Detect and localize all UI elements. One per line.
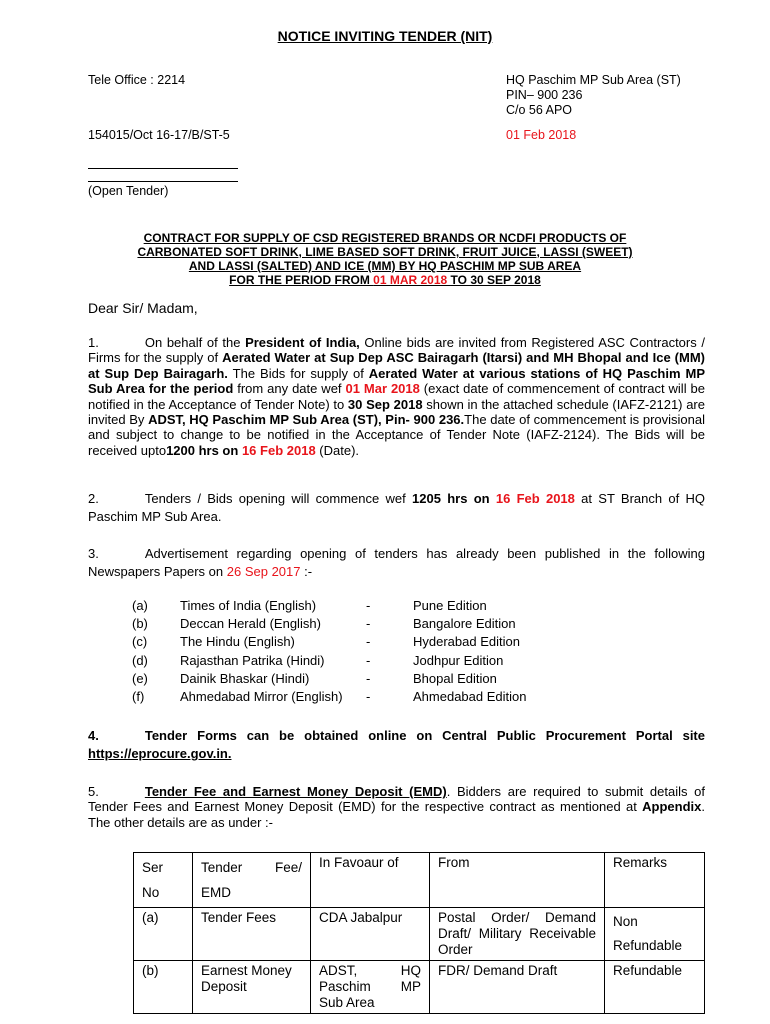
blank-line [88, 168, 238, 169]
address-line: PIN– 900 236 [506, 88, 583, 102]
tele-office: Tele Office : 2214 [88, 73, 186, 87]
column-header: Remarks [605, 853, 705, 908]
table-cell: Tender Fees [193, 908, 311, 961]
table-cell: Refundable [605, 961, 705, 1014]
table-row [134, 961, 705, 1014]
table-cell: (b) [134, 961, 193, 1014]
section-heading: Tender Fee and Earnest Money Deposit (EMD) [144, 784, 447, 799]
subject-line: CONTRACT FOR SUPPLY OF CSD REGISTERED BRANDS OR NCDFI PRODUCTS OF [143, 231, 627, 245]
paragraph-1: 1. On behalf of the President of India, Online bids are invited from Registered ASC Contractors / Firms for the supply of Aerated Water at Sup Dep ASC Bairagarh (Itarsi) and MH Bhopal and Ice (MM) at Sup Dep Bairagarh. The Bids for supply of Aerated Water at various stations of HQ Paschim MP Sub Area for the period from any date wef 01 Mar 2018 (exact date of commencement of contract will be notified in the Acceptance of Tender Note) to 30 Sep 2018 shown in the attached schedule (IAFZ-2121) are invited By ADST, HQ Paschim MP Sub Area (ST), Pin- 900 236.The date of commencement is provisional and subject to change to be notified in the Acceptance of Tender Note (IAFZ-2124). The Bids will be received upto1200 hrs on 16 Feb 2018 (Date). [88, 335, 706, 458]
column-header: From [430, 853, 605, 908]
tender-notice-page: NOTICE INVITING TENDER (NIT) Tele Office : 2214 HQ Paschim MP Sub Area (ST) PIN– 900 236 C/o 56 APO 154015/Oct 16-17/B/ST-5 01 Feb 2018 (Open Tender) CONTRACT FOR SUPPLY OF CSD REGISTERED BRANDS OR NCDFI PRODUCTS OF CARBONATED SOFT DRINK, LIME BASED SOFT DRINK, FRUIT JUICE, LASSI (SWEET) AND LASSI (SALTED) AND ICE (MM) BY HQ PASCHIM MP SUB AREA FOR THE PERIOD FROM 01 MAR 2018 TO 30 SEP 2018 Dear Sir/ Madam, 1. On behalf of the President of India, Online bids are invited from Registered ASC Contractors / Firms for the supply of Aerated Water at Sup Dep ASC Bairagarh (Itarsi) and MH Bhopal and Ice (MM) at Sup Dep Bairagarh. The Bids for supply of Aerated Water at various stations of HQ Paschim MP Sub Area for the period from any date wef 01 Mar 2018 (exact date of commencement of contract will be notified in the Acceptance of Tender Note) to 30 Sep 2018 shown in the attached schedule (IAFZ-2121) are invited By ADST, HQ Paschim MP Sub Area (ST), Pin- 900 236.The date of commencement is provisional and subject to change to be notified in the Acceptance of Tender Note (IAFZ-2124). The Bids will be received upto1200 hrs on 16 Feb 2018 (Date). 2. Tenders / Bids opening will commence wef 1205 hrs on 16 Feb 2018 at ST Branch of HQ Paschim MP Sub Area. 3. Advertisement regarding opening of tenders has already been published in the following Newspapers Papers on 26 Sep 2017 :- (a) Times of India (English) - Pune Edition (b) Deccan Herald (English) - Bangalore Edition (c) The Hindu (English) - Hyderabad Edition (d) Rajasthan Patrika (Hindi) - Jodhpur Edition (e) Dainik Bhaskar (Hindi) - Bhopal Edition (f) Ahmedabad Mirror (English) - Ahmedabad Edition 4. Tender Forms can be obtained online on Central Public Procurement Portal site https://eprocure.gov.in. 5. Tender Fee and Earnest Money Deposit (EMD). Bidders are required to submit details of Tender Fees and Earnest Money Deposit (EMD) for the respective contract as mentioned at Appendix. The other details are as under :- Ser No Tender Fee/ EMD In Favoaur of From Remarks (a) Tender Fees CDA Jabalpur Postal Order/ Demand Draft/ Military Receivable Order Non Refundable (b) Earnest Money Deposit ADST, HQ Paschim MP Sub Area FDR/ Demand Draft Refundable [0, 0, 770, 1024]
fee-table [133, 852, 705, 1014]
commencement-date: 01 Mar 2018 [345, 381, 420, 397]
advertisement-date: 26 Sep 2017 [226, 564, 301, 579]
table-cell: CDA Jabalpur [311, 908, 430, 961]
period-start-date: 01 MAR 2018 [373, 273, 451, 287]
column-header: In Favoaur of [311, 853, 430, 908]
table-row [134, 908, 705, 961]
table-cell: (a) [134, 908, 193, 961]
address-line: C/o 56 APO [506, 103, 573, 117]
table-cell: FDR/ Demand Draft [430, 961, 605, 1014]
table-cell: Postal Order/ Demand Draft/ Military Receivable Order [430, 908, 605, 961]
salutation: Dear Sir/ Madam, [88, 300, 198, 316]
table-header-row [134, 853, 705, 908]
paragraph-5: 5. Tender Fee and Earnest Money Deposit (EMD). Bidders are required to submit details of Tender Fees and Earnest Money Deposit (EMD) for the respective contract as mentioned at Appendix. The other details are as under :- [88, 784, 705, 830]
bid-deadline-date: 16 Feb 2018 [241, 442, 316, 458]
column-header: Ser No [134, 853, 193, 908]
paragraph-3: 3. Advertisement regarding opening of tenders has already been published in the following Newspapers Papers on 26 Sep 2017 :- [88, 546, 705, 579]
table-cell: ADST, HQ Paschim MP Sub Area [311, 961, 430, 1014]
blank-line [88, 181, 238, 182]
subject-line: FOR THE PERIOD FROM 01 MAR 2018 TO 30 SEP 2018 [229, 273, 541, 287]
letter-date: 01 Feb 2018 [506, 128, 577, 142]
subject-heading [60, 231, 710, 287]
paragraph-4: 4. Tender Forms can be obtained online on Central Public Procurement Portal site https://eprocure.gov.in. [88, 728, 705, 761]
opening-date: 16 Feb 2018 [495, 491, 575, 506]
subject-line: AND LASSI (SALTED) AND ICE (MM) BY HQ PASCHIM MP SUB AREA [188, 259, 582, 273]
page-title: NOTICE INVITING TENDER (NIT) [277, 28, 493, 44]
table-cell: Non Refundable [605, 908, 705, 961]
subject-line: CARBONATED SOFT DRINK, LIME BASED SOFT DRINK, FRUIT JUICE, LASSI (SWEET) [137, 245, 633, 259]
address-line: HQ Paschim MP Sub Area (ST) [506, 73, 681, 87]
open-tender-label: (Open Tender) [88, 184, 169, 198]
paragraph-2: 2. Tenders / Bids opening will commence wef 1205 hrs on 16 Feb 2018 at ST Branch of HQ Paschim MP Sub Area. [88, 491, 706, 524]
column-header: Tender Fee/ EMD [193, 853, 311, 908]
reference-number: 154015/Oct 16-17/B/ST-5 [88, 128, 230, 142]
eprocure-link[interactable]: https://eprocure.gov.in. [88, 746, 232, 761]
address-block [506, 73, 681, 118]
table-cell: Earnest Money Deposit [193, 961, 311, 1014]
